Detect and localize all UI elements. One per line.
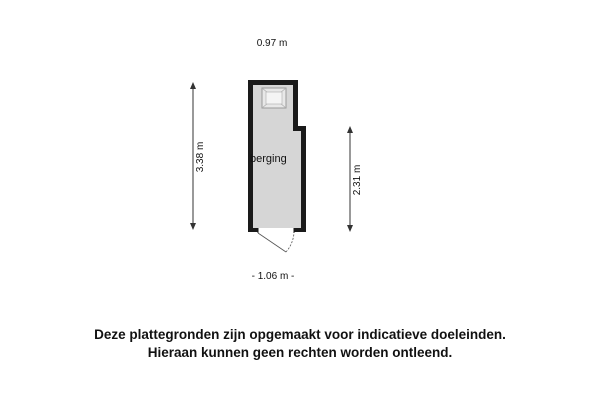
door-opening [258,228,294,233]
room-label-berging: berging [250,153,287,165]
top-width-label: 0.97 m [256,38,288,49]
door-swing [258,233,294,252]
fixture-box [262,88,286,108]
bottom-width-label: - 1.06 m - [251,271,295,282]
disclaimer-text [0,326,600,362]
disclaimer-line-1: Deze plattegronden zijn opgemaakt voor indicatieve doeleinden. [94,327,506,342]
room-berging [248,80,306,252]
left-height-label: 3.38 m [195,141,206,173]
disclaimer-line-2: Hieraan kunnen geen rechten worden ontleend. [147,345,453,360]
right-height-label: 2.31 m [352,164,363,196]
